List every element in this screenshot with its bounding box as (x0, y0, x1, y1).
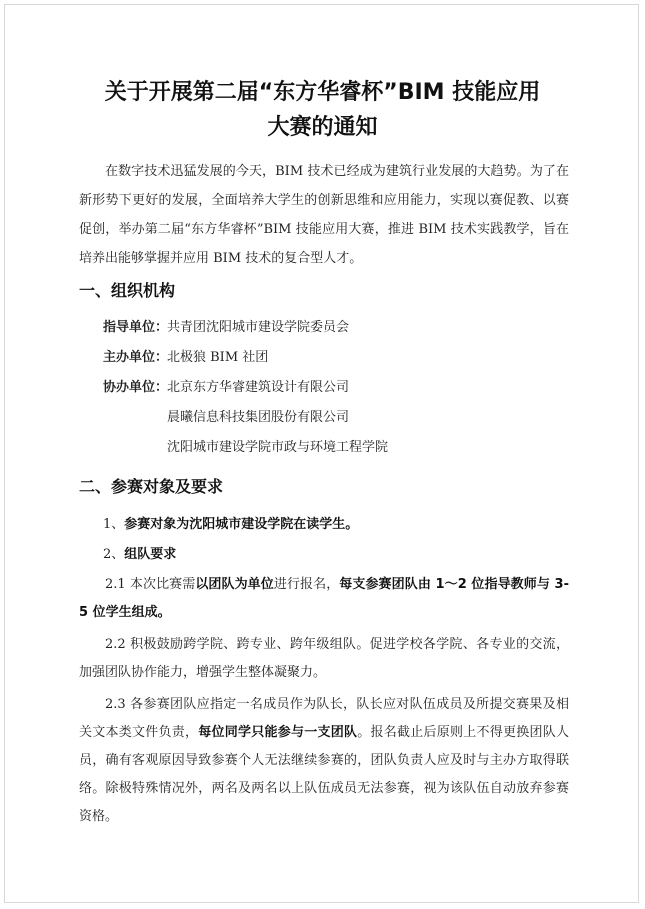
paragraph-2-3 (79, 691, 569, 831)
document-title-line-1: 关于开展第二届“东方华睿杯”BIM 技能应用 (104, 80, 541, 105)
section-heading-participants: 二、参赛对象及要求 (79, 477, 224, 496)
paragraph-2-1 (79, 571, 569, 627)
intro-paragraph (79, 157, 569, 273)
section-heading-organization: 一、组织机构 (79, 281, 176, 300)
item-2 (103, 545, 176, 565)
host-label: 主办单位： (103, 350, 169, 365)
co-value-3: 沈阳城市建设学院市政与环境工程学院 (167, 440, 389, 455)
host-value: 北极狼 BIM 社团 (167, 350, 269, 365)
p21-text-a: 2.1 本次比赛需 (105, 577, 196, 592)
co-label: 协办单位： (103, 380, 169, 395)
p21-text-c: 进行报名， (273, 577, 340, 592)
p23-text-c: 。报名截止后原则上不得更换团队人员，确有客观原因导致参赛个人无法继续参赛的，团队负责人应及时与主办方取得联络。除极特殊情况外，两名及两名以上队伍成员无法参赛，视为该队伍自动放弃参赛资格。 (79, 725, 569, 824)
org-row-host (103, 348, 268, 368)
paragraph-2-2 (79, 631, 569, 687)
co-value-1: 北京东方华睿建筑设计有限公司 (167, 380, 350, 395)
p21-bold-team-composition: 每支参赛团队由 1～2 位指导教师与 3-5 位学生组成。 (79, 577, 569, 620)
item-1-number: 1、 (103, 517, 125, 532)
item-1-text: 参赛对象为沈阳城市建设学院在读学生。 (124, 517, 359, 532)
item-2-text: 组队要求 (124, 547, 177, 562)
co-value-2: 晨曦信息科技集团股份有限公司 (167, 410, 350, 425)
p23-text-a: 2.3 各参赛团队应指定一名成员作为队长，队长应对队伍成员及所提交赛果及相关文本类文件负责， (79, 697, 569, 740)
p23-bold-one-team: 每位同学只能参与一支团队 (198, 725, 358, 740)
p21-bold-unit: 以团队为单位 (195, 577, 274, 592)
org-row-co (103, 378, 349, 398)
item-1 (103, 515, 358, 535)
org-row-guide (103, 318, 349, 338)
document-title-line-2: 大赛的通知 (267, 115, 378, 140)
item-2-number: 2、 (103, 547, 125, 562)
guide-label: 指导单位： (103, 320, 169, 335)
guide-value: 共青团沈阳城市建设学院委员会 (167, 320, 350, 335)
p22-text: 2.2 积极鼓励跨学院、跨专业、跨年级组队。促进学校各学院、各专业的交流，加强团队协作能力，增强学生整体凝聚力。 (79, 637, 569, 680)
intro-text: 在数字技术迅猛发展的今天，BIM 技术已经成为建筑行业发展的大趋势。为了在新形势下更好的发展，全面培养大学生的创新思维和应用能力，实现以赛促教、以赛促创，举办第二届“东方华睿杯”BIM 技能应用大赛，推进 BIM 技术实践教学，旨在培养出能够掌握并应用 BIM 技术的复合型人才。 (79, 164, 569, 266)
